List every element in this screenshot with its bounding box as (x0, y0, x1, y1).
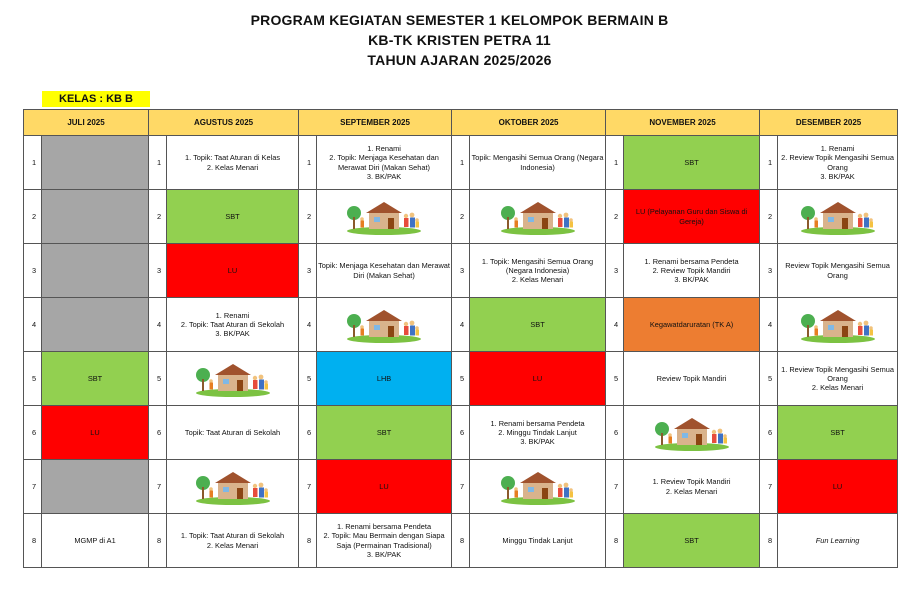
activity-cell (624, 460, 760, 514)
activity-cell (624, 190, 760, 244)
activity-cell (624, 298, 760, 352)
activity-line: 1. Topik: Mengasihi Semua Orang (Negara Indonesia) (481, 256, 594, 275)
week-number: 4 (452, 298, 470, 352)
activity-cell (470, 190, 606, 244)
week-number: 3 (299, 244, 317, 298)
month-header: JULI 2025 (24, 110, 149, 136)
week-number: 8 (760, 514, 778, 568)
activity-line: SBT (684, 535, 699, 545)
kelas-label: KELAS : KB B (42, 91, 150, 107)
activity-line: LHB (376, 373, 392, 383)
activity-cell (778, 298, 898, 352)
week-number: 2 (606, 190, 624, 244)
table-row (24, 244, 898, 298)
week-number: 5 (24, 352, 42, 406)
week-number: 3 (452, 244, 470, 298)
activity-line: 3. BK/PAK (366, 549, 402, 559)
activity-line: 2. Kelas Menari (811, 383, 864, 393)
week-number: 8 (452, 514, 470, 568)
activity-line: LU (Pelayanan Guru dan Siswa di Gereja) (635, 207, 748, 226)
week-number: 4 (606, 298, 624, 352)
week-number: 1 (606, 136, 624, 190)
activity-cell (167, 352, 299, 406)
activity-line: 1. Topik: Taat Aturan di Sekolah (180, 531, 285, 541)
schedule-table (23, 109, 898, 568)
activity-cell (624, 514, 760, 568)
activity-line: Review Topik Mandiri (656, 373, 727, 383)
week-number: 8 (149, 514, 167, 568)
activity-line: 1. Review Topik Mengasihi Semua Orang (781, 364, 894, 383)
week-number: 2 (760, 190, 778, 244)
activity-cell (42, 244, 149, 298)
week-number: 2 (149, 190, 167, 244)
activity-cell (470, 406, 606, 460)
month-header: OKTOBER 2025 (452, 110, 606, 136)
family-house-icon (195, 469, 271, 505)
title-line-3: TAHUN AJARAN 2025/2026 (367, 52, 552, 68)
week-number: 7 (299, 460, 317, 514)
week-number: 7 (24, 460, 42, 514)
activity-line: 2. Kelas Menari (665, 486, 718, 496)
month-header-row (24, 110, 898, 136)
activity-cell (470, 244, 606, 298)
family-house-icon (500, 469, 576, 505)
week-number: 4 (760, 298, 778, 352)
week-number: 4 (299, 298, 317, 352)
table-row (24, 190, 898, 244)
activity-cell (778, 406, 898, 460)
activity-line: 2. Review Topik Mengasihi Semua Orang (781, 153, 894, 172)
month-header: SEPTEMBER 2025 (299, 110, 452, 136)
activity-cell (42, 136, 149, 190)
week-number: 7 (760, 460, 778, 514)
week-number: 2 (24, 190, 42, 244)
activity-cell (470, 514, 606, 568)
activity-line: Fun Learning (815, 535, 860, 545)
activity-cell (317, 514, 452, 568)
activity-cell (167, 244, 299, 298)
activity-line: 2. Kelas Menari (206, 540, 259, 550)
activity-line: 2. Review Topik Mandiri (652, 265, 731, 275)
title-line-1: PROGRAM KEGIATAN SEMESTER 1 KELOMPOK BERMAIN B (250, 12, 669, 28)
week-number: 7 (452, 460, 470, 514)
activity-line: SBT (530, 319, 545, 329)
table-row (24, 352, 898, 406)
activity-cell (167, 190, 299, 244)
activity-cell (778, 514, 898, 568)
family-house-icon (346, 199, 422, 235)
activity-cell (167, 460, 299, 514)
week-number: 8 (606, 514, 624, 568)
activity-line: 2. Kelas Menari (511, 275, 564, 285)
week-number: 1 (149, 136, 167, 190)
activity-cell (42, 190, 149, 244)
activity-line: 1. Renami bersama Pendeta (644, 256, 739, 266)
activity-line: 1. Renami (215, 310, 250, 320)
week-number: 4 (24, 298, 42, 352)
activity-cell (470, 298, 606, 352)
activity-cell (42, 352, 149, 406)
month-header: AGUSTUS 2025 (149, 110, 299, 136)
table-row (24, 136, 898, 190)
family-house-icon (800, 307, 876, 343)
activity-cell (317, 352, 452, 406)
activity-cell (167, 514, 299, 568)
week-number: 3 (760, 244, 778, 298)
activity-line: 3. BK/PAK (520, 437, 555, 447)
week-number: 1 (452, 136, 470, 190)
activity-line: SBT (684, 157, 699, 167)
activity-line: SBT (376, 427, 392, 437)
activity-line: Minggu Tindak Lanjut (502, 535, 573, 545)
activity-cell (470, 352, 606, 406)
activity-cell (317, 406, 452, 460)
activity-line: SBT (87, 373, 103, 383)
week-number: 8 (24, 514, 42, 568)
activity-cell (624, 352, 760, 406)
activity-cell (167, 406, 299, 460)
activity-line: 1. Renami (820, 144, 855, 153)
activity-line: 3. BK/PAK (215, 329, 250, 339)
week-number: 5 (452, 352, 470, 406)
table-row (24, 514, 898, 568)
week-number: 3 (24, 244, 42, 298)
table-row (24, 406, 898, 460)
activity-line: 3. BK/PAK (674, 275, 709, 285)
week-number: 1 (760, 136, 778, 190)
activity-line: LU (379, 481, 389, 491)
activity-line: SBT (225, 211, 240, 221)
activity-cell (470, 460, 606, 514)
activity-line: 2. Topik: Taat Aturan di Sekolah (180, 319, 285, 329)
activity-line: 2. Topik: Menjaga Kesehatan dan Merawat Diri (Makan Sehat) (329, 153, 439, 172)
week-number: 6 (299, 406, 317, 460)
activity-line: Topik: Mengasihi Semua Orang (Negara Indonesia) (471, 153, 604, 172)
week-number: 8 (299, 514, 317, 568)
activity-line: LU (832, 481, 843, 491)
activity-line: 1. Review Topik Mandiri (652, 477, 731, 487)
week-number: 5 (149, 352, 167, 406)
week-number: 7 (149, 460, 167, 514)
activity-line: LU (532, 373, 543, 383)
activity-cell (317, 190, 452, 244)
week-number: 2 (452, 190, 470, 244)
week-number: 5 (760, 352, 778, 406)
activity-cell (624, 244, 760, 298)
activity-line: LU (90, 427, 100, 437)
activity-cell (42, 514, 149, 568)
week-number: 1 (24, 136, 42, 190)
week-number: 5 (606, 352, 624, 406)
activity-cell (778, 136, 898, 190)
activity-line: 1. Renami bersama Pendeta (336, 522, 432, 531)
activity-cell (470, 136, 606, 190)
family-house-icon (800, 199, 876, 235)
activity-line: 1. Renami bersama Pendeta (490, 418, 585, 428)
activity-cell (42, 298, 149, 352)
activity-line: Topik: Menjaga Kesehatan dan Merawat Diri (Makan Sehat) (318, 261, 450, 280)
activity-cell (167, 136, 299, 190)
activity-cell (317, 460, 452, 514)
family-house-icon (654, 415, 730, 451)
week-number: 6 (24, 406, 42, 460)
activity-line: Topik: Taat Aturan di Sekolah (184, 427, 281, 437)
week-number: 5 (299, 352, 317, 406)
activity-cell (778, 460, 898, 514)
week-number: 1 (299, 136, 317, 190)
activity-cell (317, 298, 452, 352)
activity-line: 2. Topik: Mau Bermain dengan Siapa Saja (Permainan Tradisional) (323, 531, 445, 550)
family-house-icon (500, 199, 576, 235)
week-number: 2 (299, 190, 317, 244)
family-house-icon (195, 361, 271, 397)
title-line-2: KB-TK KRISTEN PETRA 11 (368, 32, 551, 48)
activity-cell (317, 244, 452, 298)
activity-cell (42, 406, 149, 460)
week-number: 6 (149, 406, 167, 460)
activity-line: 1. Topik: Taat Aturan di Kelas (185, 153, 281, 163)
activity-line: Kegawatdaruratan (TK A) (649, 319, 734, 329)
week-number: 7 (606, 460, 624, 514)
month-header: NOVEMBER 2025 (606, 110, 760, 136)
table-row (24, 298, 898, 352)
activity-line: 2. Minggu Tindak Lanjut (498, 427, 577, 437)
activity-line: Review Topik Mengasihi Semua Orang (785, 261, 890, 280)
week-number: 3 (149, 244, 167, 298)
activity-cell (624, 136, 760, 190)
week-number: 4 (149, 298, 167, 352)
week-number: 3 (606, 244, 624, 298)
activity-cell (42, 460, 149, 514)
family-house-icon (346, 307, 422, 343)
month-header: DESEMBER 2025 (760, 110, 898, 136)
activity-cell (167, 298, 299, 352)
activity-cell (778, 352, 898, 406)
table-row (24, 460, 898, 514)
activity-cell (778, 190, 898, 244)
activity-cell (317, 136, 452, 190)
activity-line: 3. BK/PAK (820, 171, 855, 181)
activity-line: 3. BK/PAK (366, 171, 402, 181)
activity-cell (778, 244, 898, 298)
week-number: 6 (606, 406, 624, 460)
activity-line: 1. Renami (367, 144, 401, 153)
activity-line: 2. Kelas Menari (206, 162, 259, 172)
activity-line: MGMP di A1 (74, 535, 116, 545)
activity-line: SBT (830, 427, 845, 437)
activity-cell (624, 406, 760, 460)
week-number: 6 (452, 406, 470, 460)
activity-line: LU (227, 265, 238, 275)
week-number: 6 (760, 406, 778, 460)
